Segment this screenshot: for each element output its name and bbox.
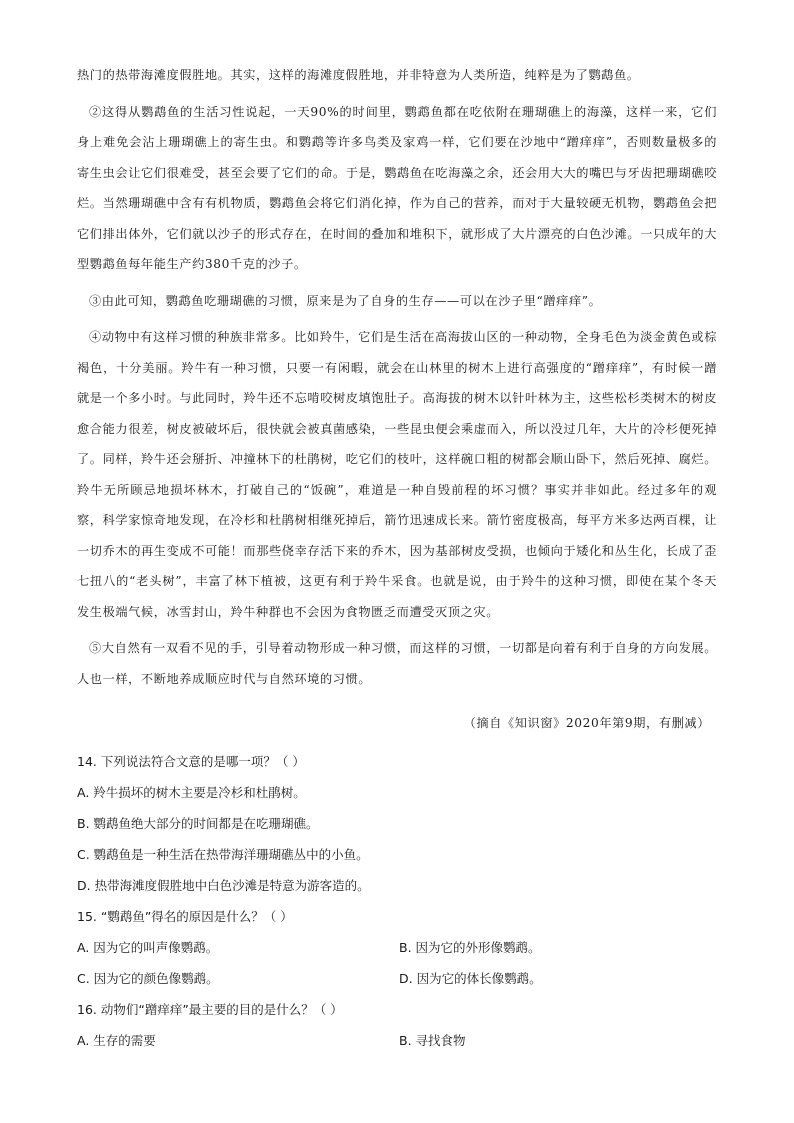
question-15-option-b[interactable]: B. 因为它的外形像鹦鹉。 bbox=[399, 940, 541, 955]
question-14-option-b[interactable]: B. 鹦鹉鱼绝大部分的时间都是在吃珊瑚礁。 bbox=[77, 816, 319, 831]
passage-paragraph-3: ③由此可知，鹦鹉鱼吃珊瑚礁的习惯，原来是为了自身的生存——可以在沙子里“蹭痒痒”。 bbox=[89, 293, 602, 308]
question-list bbox=[77, 746, 717, 1056]
question-15-option-a[interactable]: A. 因为它的叫声像鹦鹉。 bbox=[77, 940, 219, 955]
question-15-stem: 15. “鹦鹉鱼”得名的原因是什么？（ ） bbox=[77, 909, 293, 924]
question-14-option-d[interactable]: D. 热带海滩度假胜地中白色沙滩是特意为游客造的。 bbox=[77, 878, 370, 893]
reading-passage bbox=[77, 60, 717, 694]
question-16-options-row-1 bbox=[77, 1025, 717, 1056]
passage-paragraph-4: ④动物中有这样习惯的种族非常多。比如羚牛，它们是生活在高海拔山区的一种动物，全身毛色为淡金黄色或棕褐色，十分美丽。羚牛有一种习惯，只要一有闲暇，就会在山林里的树木上进行高强度的“蹭痒痒”，有时候一蹭就是一个多小时。与此同时，羚牛还不忘啃咬树皮填饱肚子。高海拔的树木以针叶林为主，这些松杉类树木的树皮愈合能力很差，树皮被破坏后，很快就会被真菌感染，一些昆虫便会乘虚而入，所以没过几年，大片的冷杉便死掉了。同样，羚牛还会掰折、冲撞林下的杜鹃树，吃它们的枝叶，这样碗口粗的树都会顺山卧下，然后死掉、腐烂。羚牛无所顾忌地损坏林木，打破自己的“饭碗”，难道是一种自毁前程的坏习惯？事实并非如此。经过多年的观察，科学家惊奇地发现，在冷杉和杜鹃树相继死掉后，箭竹迅速成长来。箭竹密度极高，每平方米多达两百棵，让一切乔木的再生变成不可能！而那些侥幸存活下来的乔木，因为基部树皮受损，也倾向于矮化和丛生化，长成了歪七扭八的“老头树”，丰富了林下植被，这更有利于羚牛采食。也就是说，由于羚牛的这种习惯，即使在某个冬天发生极端气候，冰雪封山，羚牛种群也不会因为食物匮乏而遭受灭顶之灾。 bbox=[77, 330, 717, 619]
passage-paragraph-1-tail: 热门的热带海滩度假胜地。其实，这样的海滩度假胜地，并非特意为人类所造，纯粹是为了鹦鹉鱼。 bbox=[77, 68, 640, 82]
question-14-stem: 14. 下列说法符合文意的是哪一项？（ ） bbox=[77, 754, 305, 769]
question-16-option-a[interactable]: A. 生存的需要 bbox=[77, 1033, 156, 1048]
question-16-stem: 16. 动物们“蹭痒痒”最主要的目的是什么？（ ） bbox=[77, 1002, 343, 1017]
question-15-options-row-2 bbox=[77, 963, 717, 994]
question-15-option-c[interactable]: C. 因为它的颜色像鹦鹉。 bbox=[77, 971, 219, 986]
question-15-option-d[interactable]: D. 因为它的体长像鹦鹉。 bbox=[399, 971, 542, 986]
passage-paragraph-2: ②这得从鹦鹉鱼的生活习性说起，一天90%的时间里，鹦鹉鱼都在吃依附在珊瑚礁上的海藻，这样一来，它们身上难免会沾上珊瑚礁上的寄生虫。和鹦鹉等许多鸟类及家鸡一样，它们要在沙地中“蹭痒痒”，否则数量极多的寄生虫会让它们很难受，甚至会要了它们的命。于是，鹦鹉鱼在吃海藻之余，还会用大大的嘴巴与牙齿把珊瑚礁咬烂。当然珊瑚礁中含有有机物质，鹦鹉鱼会将它们消化掉，作为自己的营养，而对于大量较硬无机物，鹦鹉鱼会把它们排出体外，它们就以沙子的形式存在，在时间的叠加和堆积下，就形成了大片漂亮的白色沙滩。一只成年的大型鹦鹉鱼每年能生产约380千克的沙子。 bbox=[77, 104, 717, 271]
passage-paragraph-5: ⑤大自然有一双看不见的手，引导着动物形成一种习惯，而这样的习惯，一切都是向着有利于自身的方向发展。人也一样，不断地养成顺应时代与自然环境的习惯。 bbox=[77, 641, 717, 686]
question-15-options-row-1 bbox=[77, 932, 717, 963]
question-14-option-a[interactable]: A. 羚牛损坏的树木主要是冷杉和杜鹃树。 bbox=[77, 785, 306, 800]
question-14-option-c[interactable]: C. 鹦鹉鱼是一种生活在热带海洋珊瑚礁丛中的小鱼。 bbox=[77, 847, 369, 862]
passage-source: （摘自《知识窗》2020年第9期，有删减） bbox=[463, 716, 710, 730]
question-16-option-b[interactable]: B. 寻找食物 bbox=[399, 1033, 466, 1048]
